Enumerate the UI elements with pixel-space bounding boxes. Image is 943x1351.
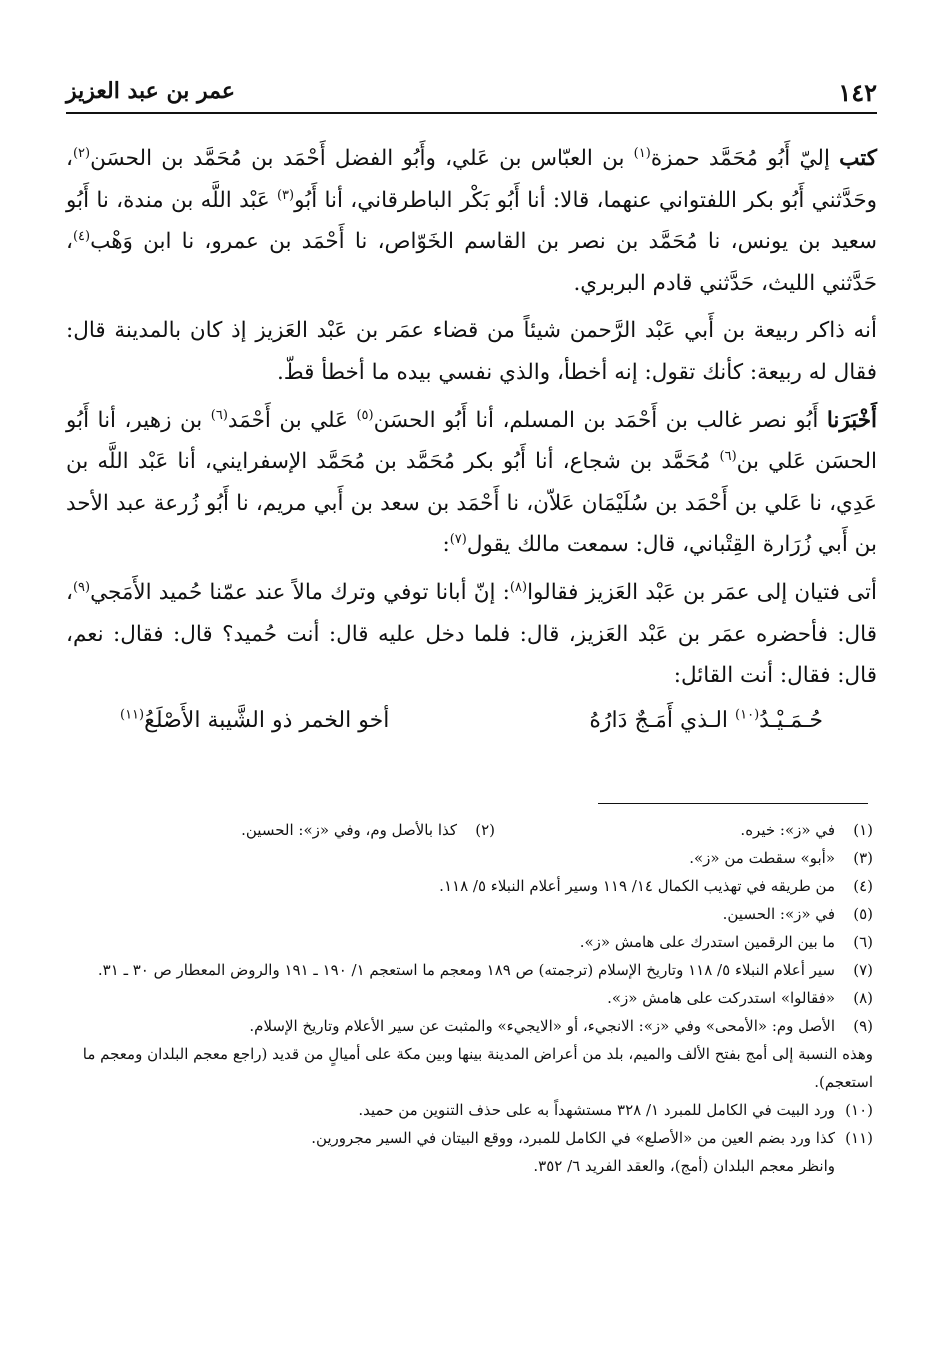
footnote-text: من طريقه في تهذيب الكمال ١٤/ ١١٩ وسير أعلام النبلاء ٥/ ١١٨. [439,877,835,895]
footnote-ref: (٧) [449,532,467,548]
text-segment: بن العبّاس بن عَلي، وأَبُو الفضل أَحْمَد بن مُحَمَّد بن الحسَن [90,146,634,171]
footnote-number: (١١) [845,1129,873,1147]
text-segment: أَبُو نصر غالب بن أَحْمَد بن المسلم، أنا أَبُو الحسَن [373,407,827,433]
footnote-ref: (٦) [719,449,737,464]
lead-word: أَخْبَرَنا [826,407,877,433]
footnote-text: وانظر معجم البلدان (أمج)، والعقد الفريد ٦/ ٣٥٢. [533,1157,835,1175]
footnote-ref: (٤) [72,229,91,245]
text-segment: عَبْد اللَّه بن مندة، نا أَبُو سعيد بن يونس، نا مُحَمَّد بن نصر بن القاسم الخَوّاص، نا أَحْمَد بن عمرو، نا ابن وَهْب [66,187,877,255]
text-segment: إليّ أَبُو مُحَمَّد حمزة [650,146,840,171]
page-header [66,72,877,114]
footnote-text: «أبو» سقطت من «ز». [689,849,835,867]
footnotes [66,816,873,1180]
footnote-9 [66,1012,873,1040]
text-segment: : إنّ أبانا توفي وترك مالاً عند عمّنا حُميد الأَمَجي [90,579,510,605]
footnote-text: في «ز»: الحسين. [722,905,835,923]
footnote-ref: (١٠) [735,707,760,723]
footnote-divider [598,803,868,804]
footnote-text: كذا ورد بضم العين من «الأصلع» في الكامل للمبرد، ووقع البيتان في السير مجرورين. [311,1129,835,1147]
footnote-2 [241,816,495,844]
footnote-number: (٥) [853,905,873,923]
footnote-4 [66,872,873,900]
footnote-number: (٤) [853,877,873,895]
footnote-ref: (٢) [72,145,91,161]
text-segment: ، حَدَّثني الليث، حَدَّثني قادم البربري. [66,229,877,296]
text-segment: عَلي بن أَحْمَد [227,407,357,433]
footnote-ref: (٨) [509,579,528,595]
footnote-11 [66,1124,873,1152]
footnote-text: كذا بالأصل وم، وفي «ز»: الحسين. [241,821,457,839]
footnote-number: (٩) [853,1017,873,1035]
footnote-number: (٢) [475,821,495,839]
running-title: عمر بن عبد العزيز [66,78,235,104]
text-segment: أخو الخمر ذو الشَّيبة الأَصْلَعُ [144,708,390,733]
footnote-ref: (٦) [210,407,228,423]
footnote-number: (٨) [853,989,873,1007]
footnote-ref: (١) [633,145,651,161]
footnote-8 [66,984,873,1012]
paragraph-isnad-1 [66,138,877,304]
paragraph-story [66,572,877,697]
footnote-text: الأصل وم: «الأمحى» وفي «ز»: الانجيء، أو «الايجيء» والمثبت عن سير الأعلام وتاريخ الإسلام. [249,1017,835,1035]
paragraph-isnad-2 [66,400,877,566]
poetry-verse [120,708,823,752]
text-segment: أتى فتيان إلى عمَر بن عَبْد العَزيز فقالوا [527,579,877,605]
text-segment: الـذي أَمَـجٌ دَارُهُ [589,708,736,733]
footnote-7 [66,956,873,984]
footnote-text: ورد البيت في الكامل للمبرد ١/ ٣٢٨ مستشهداً به على حذف التنوين من حميد. [358,1101,835,1119]
footnote-ref: (٥) [356,407,374,423]
lead-word: كتب [839,146,877,171]
footnote-text: «فقالوا» استدركت على هامش «ز». [607,989,835,1007]
footnote-5 [66,900,873,928]
text-segment: ، قال: فأحضره عمَر بن عَبْد العَزيز، قال: فلما دخل عليه قال: أنت حُميد؟ قال: فقال: نعم، قال: فقال: أنت القائل: [66,579,877,689]
paragraph-report: أنه ذاكر ربيعة بن أَبي عَبْد الرَّحمن شيئاً من قضاء عمَر بن عَبْد العَزيز إذ كان بالمدينة قال: فقال له ربيعة: كأنك تقول: إنه أخطأ، والذي نفسي بيده ما أخطأ قطّ. [66,318,877,385]
footnote-11-continuation [66,1152,873,1180]
footnote-6 [66,928,873,956]
text-segment: مُحَمَّد بن شجاع، أنا أَبُو بكر مُحَمَّد بن مُحَمَّد الإسفرايني، أنا عَبْد اللَّه بن عَدِي، نا عَلي بن أَحْمَد بن سُلَيْمَان عَلاّن، نا أَحْمَد بن سعد بن أَبي مريم، نا أَبُو زُرعة عبد الأحد بن أَبي زُرَارة القِتْباني، قال: سمعت مالك يقول [66,449,877,558]
footnote-number: (٧) [853,961,873,979]
footnote-ref: (١١) [120,707,145,723]
page-number: ١٤٢ [838,78,877,107]
footnote-text: ما بين الرقمين استدرك على هامش «ز». [579,933,835,951]
text-segment: ، وحَدَّثني أَبُو بكر اللفتواني عنهما، قالا: أنا أَبُو بَكْر الباطرقاني، أنا أَبُو [66,146,877,213]
text-segment: : [442,532,450,558]
main-text [66,138,877,703]
verse-first-hemistich [589,708,823,733]
footnote-3 [66,844,873,872]
footnote-number: (١٠) [845,1101,873,1119]
text-segment: حُـمَـيْـدُ [759,708,823,733]
text-segment: بن زهير، أنا أَبُو الحسَن عَلي بن [66,407,877,475]
footnote-number: (٦) [853,933,873,951]
footnote-9-continuation: وهذه النسبة إلى أمج بفتح الألف والميم، بلد من أعراض المدينة بينها وبين مكة على أميالٍ من قديد (راجع معجم البلدان ومعجم ما استعجم). [82,1045,873,1091]
footnote-number: (٣) [853,849,873,867]
footnote-text: في «ز»: خيره. [740,821,835,839]
footnote-number: (١) [853,821,873,839]
footnote-ref: (٣) [276,187,295,203]
footnote-text: سير أعلام النبلاء ٥/ ١١٨ وتاريخ الإسلام (ترجمته) ص ١٨٩ ومعجم ما استعجم ١/ ١٩٠ ـ ١٩١ والروض المعطار ص ٣٠ ـ ٣١. [97,961,835,979]
footnote-10 [66,1096,873,1124]
footnote-ref: (٩) [72,579,91,595]
verse-second-hemistich [120,708,389,733]
footnote-1 [495,816,873,844]
footnote-row [66,816,873,844]
